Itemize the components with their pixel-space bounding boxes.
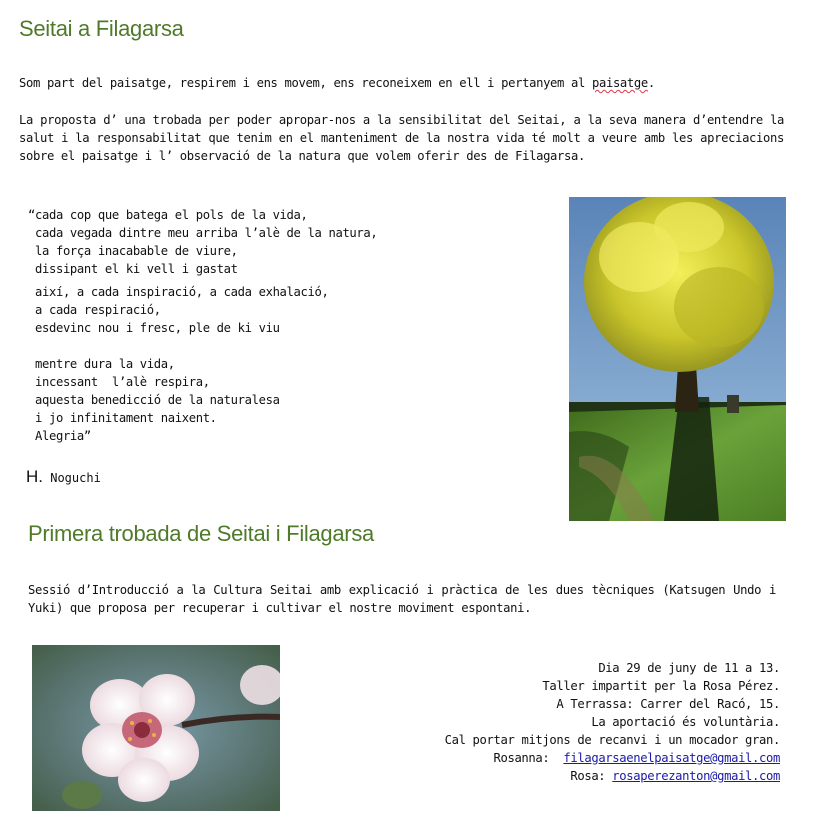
section-title: Primera trobada de Seitai i Filagarsa <box>28 521 374 546</box>
intro-paragraph: La proposta d’ una trobada per poder apropar-nos a la sensibilitat del Seitai, a la seva manera d’entendre la salut i la responsabilitat que tenim en el manteniment de la nostra vida té molt a veure amb les apreciacions sobre el paisatge i l’ observació de la natura que volem oferir des de Filagarsa. <box>19 113 784 163</box>
almond-blossom-photo <box>32 645 280 811</box>
poem-line: incessant l’alè respira, <box>28 375 210 389</box>
poem-line: mentre dura la vida, <box>28 357 175 371</box>
poem-line: així, a cada inspiració, a cada exhalació, <box>28 285 329 299</box>
poem-stanza-3 <box>28 355 548 445</box>
contact-label: Rosanna: <box>493 751 564 765</box>
poem-line: aquesta benedicció de la naturalesa <box>28 393 280 407</box>
misspelled-word: paisatge <box>591 76 648 90</box>
poem-line: Alegria” <box>28 429 91 443</box>
poem-stanza-1 <box>28 206 548 278</box>
poem-author <box>26 467 101 487</box>
poem-line: la força inacabable de viure, <box>28 244 238 258</box>
poem-line: “cada cop que batega el pols de la vida, <box>28 208 308 222</box>
poem-line: a cada respiració, <box>28 303 161 317</box>
ginkgo-tree-photo <box>569 197 786 521</box>
event-date: Dia 29 de juny de 11 a 13. <box>598 661 780 675</box>
event-fee: La aportació és voluntària. <box>591 715 780 729</box>
poem-line: dissipant el ki vell i gastat <box>28 262 238 276</box>
email-link-rosa[interactable]: rosaperezanton@gmail.com <box>612 769 780 783</box>
section-description: Sessió d’Introducció a la Cultura Seitai amb explicació i pràctica de les dues tècniques (Katsugen Undo i Yuki) que proposa per recuperar i cultivar el nostre moviment espontani. <box>28 583 776 615</box>
poem-line: esdevinc nou i fresc, ple de ki viu <box>28 321 280 335</box>
contact-label: Rosa: <box>570 769 613 783</box>
event-details <box>445 659 780 785</box>
event-place: A Terrassa: Carrer del Racó, 15. <box>556 697 780 711</box>
contact-rosa <box>445 767 780 785</box>
contact-rosanna <box>445 749 780 767</box>
email-link-rosanna[interactable]: filagarsaenelpaisatge@gmail.com <box>563 751 780 765</box>
author-initial: H. <box>26 467 43 486</box>
author-name: Noguchi <box>50 471 101 485</box>
intro-line: Som part del paisatge, respirem i ens movem, ens reconeixem en ell i pertanyem al paisatge. <box>19 76 655 90</box>
page-title: Seitai a Filagarsa <box>19 16 184 41</box>
poem-line: cada vegada dintre meu arriba l’alè de la natura, <box>28 226 378 240</box>
poem <box>28 206 548 445</box>
poem-line: i jo infinitament naixent. <box>28 411 217 425</box>
event-bring: Cal portar mitjons de recanvi i un mocador gran. <box>444 733 780 747</box>
event-teacher: Taller impartit per la Rosa Pérez. <box>542 679 780 693</box>
poem-stanza-2 <box>28 283 548 337</box>
